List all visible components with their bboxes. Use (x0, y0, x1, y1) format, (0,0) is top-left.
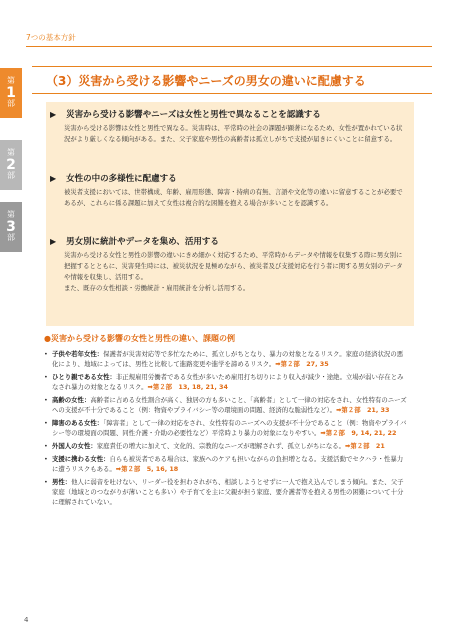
bullet-icon: • (44, 419, 48, 427)
header-divider (26, 46, 432, 47)
list-item (44, 349, 408, 369)
item-ref-link[interactable]: ➡第２部 5, 16, 18 (115, 465, 179, 473)
list-item (44, 418, 408, 438)
section-body-extra: また、既存の女性相談・労働統計・雇用統計を分析し活用する。 (64, 284, 250, 292)
tab-number: 2 (6, 156, 16, 173)
item-text: 高齢者に占める女性割合が高く、独居の方も多いこと、「高齢者」として一律の対応をされ、女性特有のニーズへの支援が不十分であること（例：物資やプライバシー等の環境面の問題、経済的な脆弱性など）。 (52, 396, 407, 414)
bullet-icon: • (44, 350, 48, 358)
item-ref-link[interactable]: ➡第２部 21 (345, 442, 385, 450)
page-number: 4 (24, 616, 29, 624)
principle-section (50, 235, 404, 294)
tab-label-bottom: 部 (7, 99, 15, 109)
item-ref-link[interactable]: ➡第２部 27, 35 (275, 360, 329, 368)
tab-label-top: 第 (7, 210, 15, 220)
list-item (44, 454, 408, 474)
bullet-icon: • (44, 478, 48, 486)
section-body: 被災者支援においては、世帯構成、年齢、雇用形態、障害・持病の有無、言語や文化等の違いに留意することが必要であるが、これらに係る課題に加えて女性は複合的な困難を抱える場合が多いことを認識する。 (64, 188, 403, 207)
section-heading-text: 災害から受ける影響やニーズは女性と男性で異なることを認識する (66, 110, 321, 120)
arrow-icon: ▶ (50, 110, 57, 119)
item-label: 外国人の女性： (52, 442, 97, 450)
section-heading-text: 女性の中の多様性に配慮する (66, 174, 177, 184)
bullet-icon: • (44, 442, 48, 450)
item-label: 支援に携わる女性： (52, 455, 110, 463)
examples-list (44, 349, 408, 510)
item-label: 高齢の女性： (52, 396, 91, 404)
item-label: 障害のある女性： (52, 419, 104, 427)
item-text: 非正規雇用労働者である女性が多いため雇用打ち切りにより収入が減少・途絶。立場が弱い存在とみなされ暴力の対象となるリスク。 (52, 373, 404, 391)
tab-label-bottom: 部 (7, 171, 15, 181)
arrow-icon: ▶ (50, 174, 57, 183)
tab-label-bottom: 部 (7, 233, 15, 243)
item-text: 保護者が災害対応等で多忙なために、孤立しがちとなり、暴力の対象となるリスク。家庭の経済状況の悪化により、地域によっては、男性と比較して進路変更や進学を諦めるリスク。 (52, 350, 404, 368)
list-item (44, 441, 408, 451)
section-body: 災害から受ける女性と男性の影響の違いにきめ細かく対応するため、平常時からデータや情報を収集する際に男女別に把握するとともに、災害発生時には、被災状況を見極めながら、被災者及び支援対応を行う者に関する男女別のデータや情報を収集し、活用する。 (64, 251, 403, 281)
tab-part-1[interactable] (0, 68, 22, 118)
list-item (44, 477, 408, 507)
tab-part-2[interactable] (0, 140, 22, 190)
item-ref-link[interactable]: ➡第２部 13, 18, 21, 34 (147, 383, 228, 391)
principle-section (50, 172, 404, 209)
section-heading (50, 108, 404, 120)
section-heading (50, 235, 404, 247)
item-text: 他人に弱音を吐けない、リーダー役を担わされがち、相談しようとせずに一人で抱え込んでしまう傾向。また、父子家庭（地域とのつながりが薄いことも多い）や子育てを主に父親が担う家庭、要介護者等を抱える男性の困難について十分に理解されていない。 (52, 478, 404, 506)
item-text: 家庭責任の増大に加えて、文化的、宗教的なニーズが理解されず、孤立しがちになる。 (96, 442, 346, 450)
section-body: 災害から受ける影響は女性と男性で異なる。災害時は、平常時の社会の課題が顕著になるため、女性が置かれている状況がより厳しくなる傾向がある。また、父子家庭や男性の高齢者は孤立しがちで支援が届きにくいことに留意する。 (64, 124, 403, 143)
tab-number: 1 (6, 84, 16, 101)
examples-title: ●災害から受ける影響の女性と男性の違い、課題の例 (44, 334, 235, 343)
principle-section (50, 108, 404, 145)
list-item (44, 372, 408, 392)
tab-number: 3 (6, 218, 16, 235)
item-text: 「障害者」として一律の対応をされ、女性特有のニーズへの支援が不十分であること（例：物資やプライバシー等の環境面の問題、同性介護・介助の必要性など）平常時より暴力の対象になりやすい。 (52, 419, 407, 437)
bullet-icon: • (44, 396, 48, 404)
item-ref-link[interactable]: ➡第２部 9, 14, 21, 22 (320, 429, 397, 437)
section-heading-text: 男女別に統計やデータを集め、活用する (66, 237, 219, 247)
item-text: 自らも被災者である場合は、家族へのケアも担いながらの負担増となる。支援活動でセクハラ・性暴力に遭うリスクもある。 (52, 455, 404, 473)
item-label: ひとり親である女性： (52, 373, 116, 381)
bullet-icon: • (44, 455, 48, 463)
bullet-icon: • (44, 373, 48, 381)
page-title: （3）災害から受ける影響やニーズの男女の違いに配慮する (32, 66, 432, 94)
item-label: 男性： (52, 478, 72, 486)
tab-label-top: 第 (7, 76, 15, 86)
principles-box (46, 102, 414, 326)
list-item (44, 395, 408, 415)
section-header: 7つの基本方針 (26, 33, 76, 42)
item-ref-link[interactable]: ➡第２部 21, 33 (336, 406, 390, 414)
section-heading (50, 172, 404, 184)
item-label: 子供や若年女性： (52, 350, 104, 358)
arrow-icon: ▶ (50, 237, 57, 246)
tab-label-top: 第 (7, 148, 15, 158)
tab-part-3[interactable] (0, 202, 22, 252)
